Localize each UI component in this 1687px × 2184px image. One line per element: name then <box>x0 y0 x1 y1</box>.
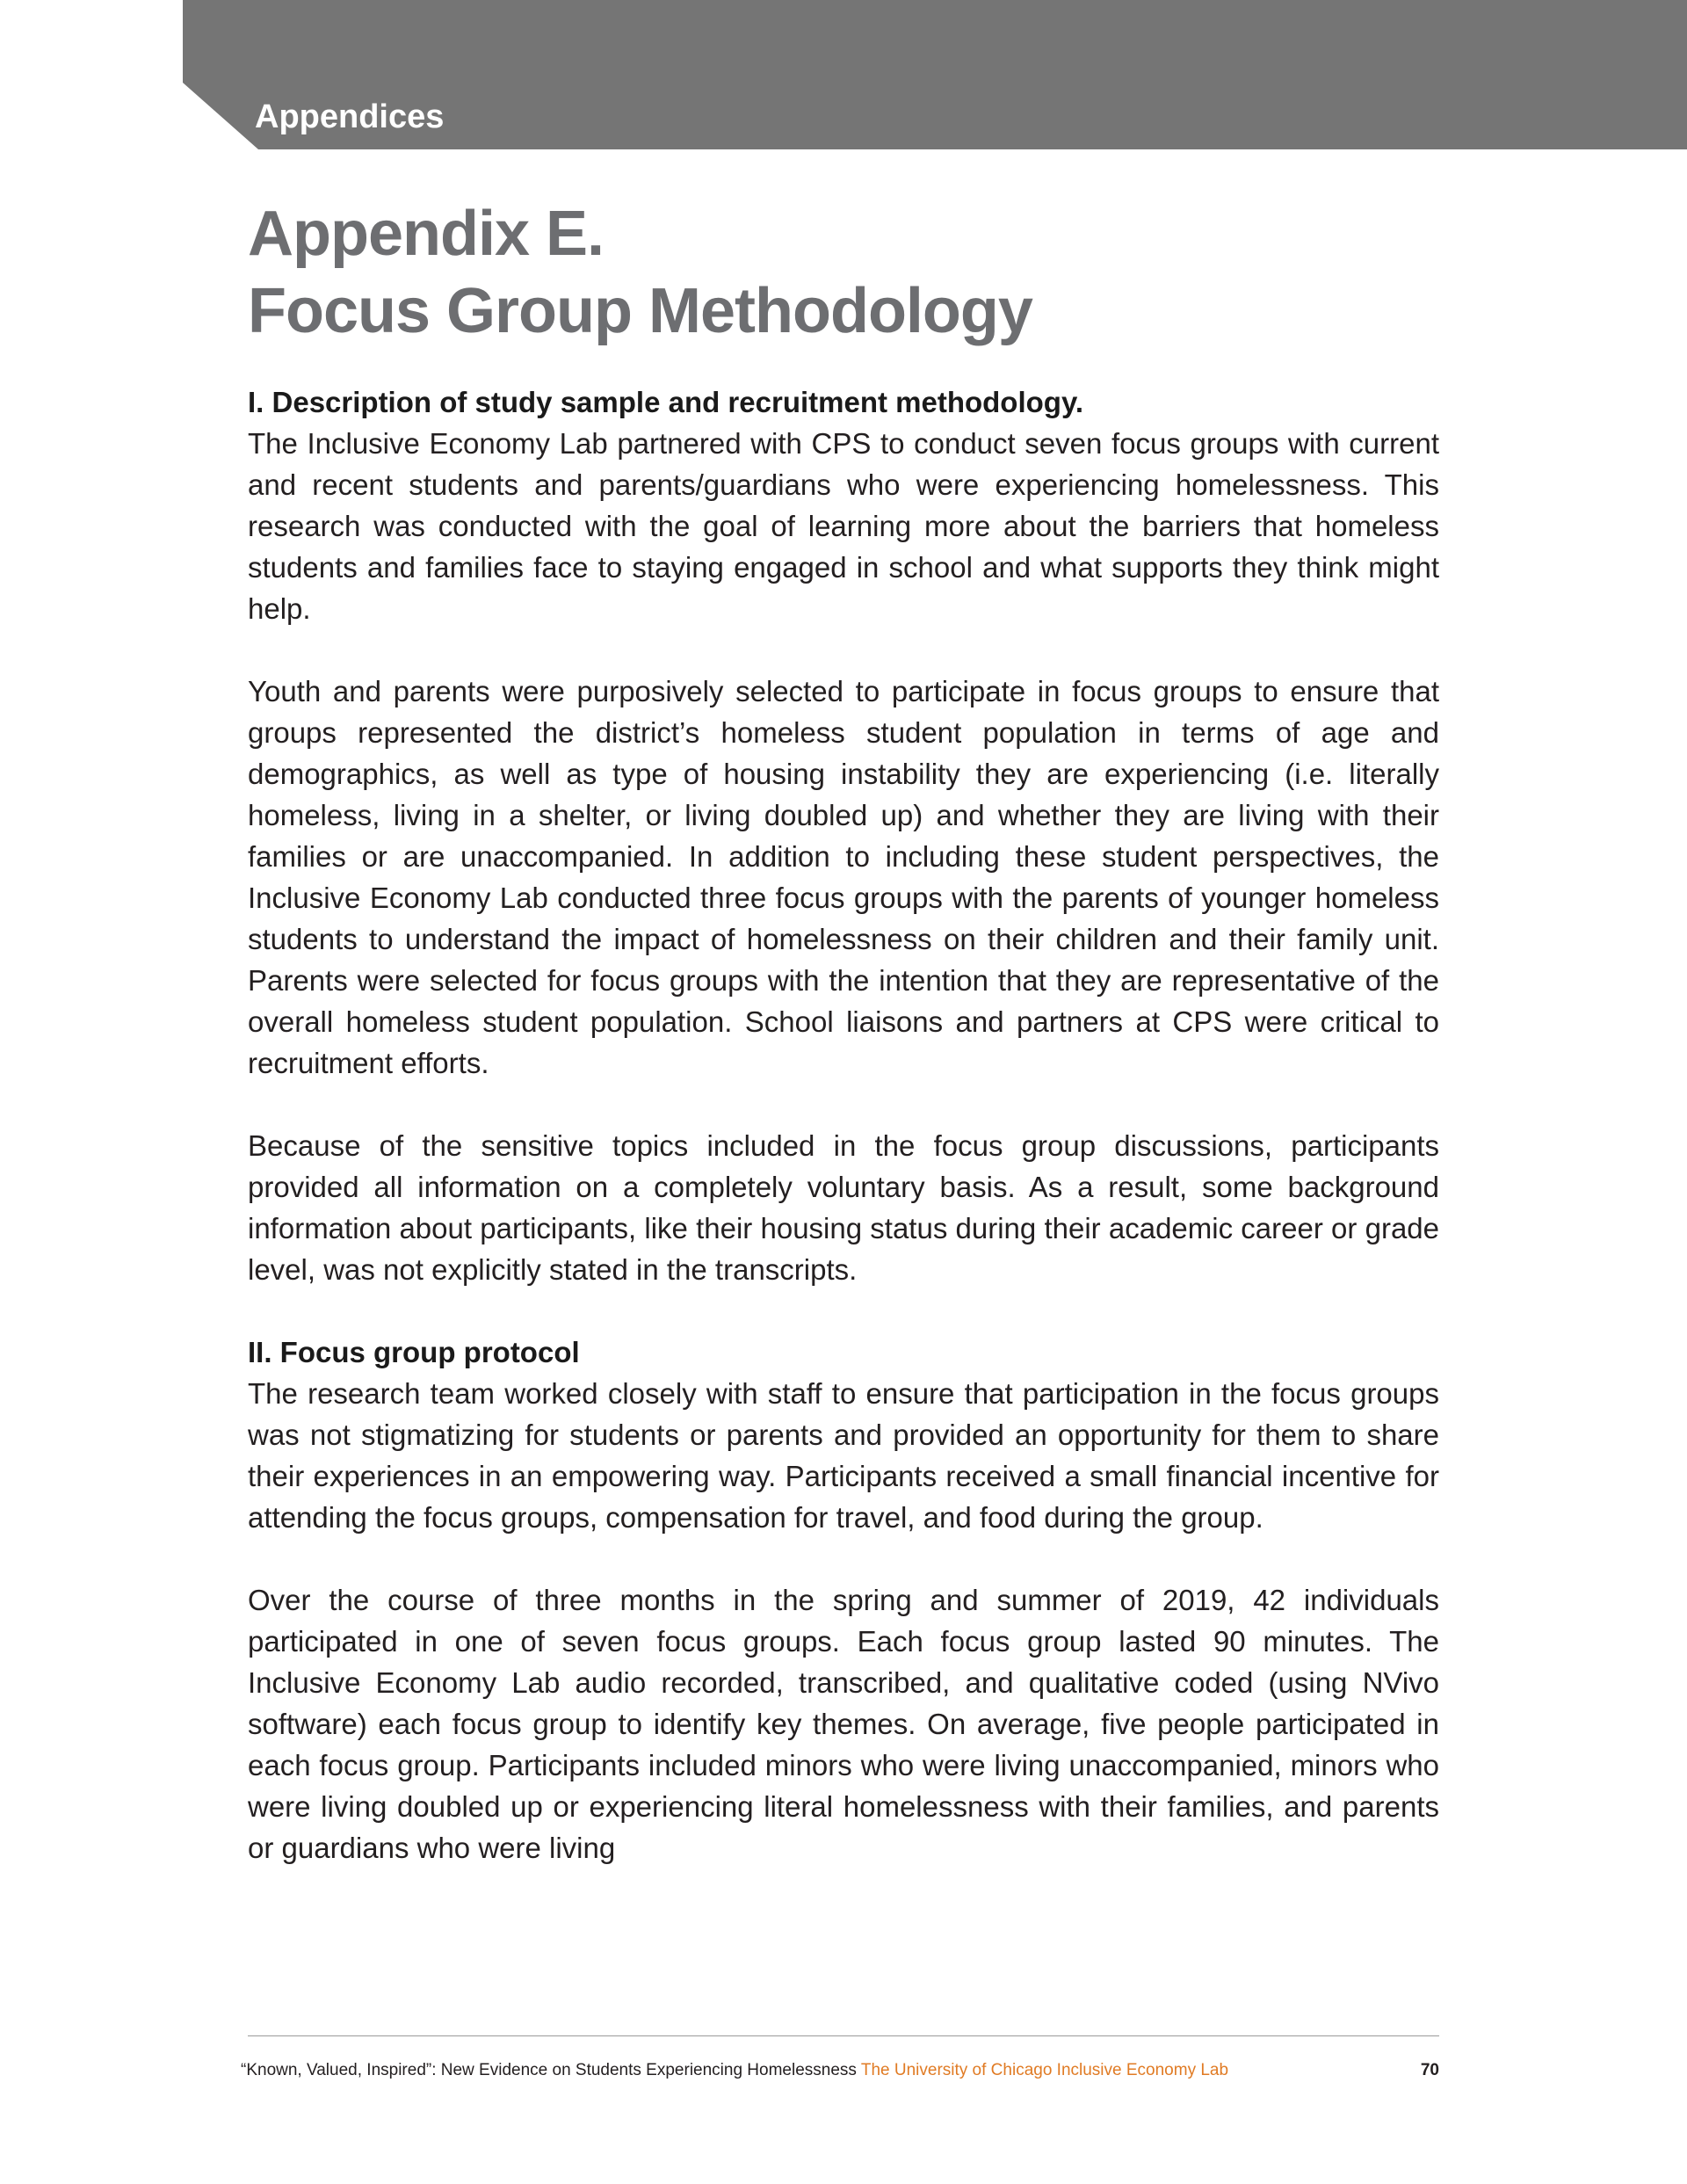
main-content <box>248 381 1439 1868</box>
section-banner-label: Appendices <box>255 98 445 135</box>
footer-report-title: “Known, Valued, Inspired”: New Evidence on Students Experiencing Homelessness <box>241 2061 857 2079</box>
paragraph: The research team worked closely with staff to ensure that participation in the focus groups was not stigmatizing for students or parents and provided an opportunity for them to share their experiences in an empowering way. Participants received a small financial incentive for attending the focus groups, compensation for travel, and food during the group. <box>248 1377 1439 1534</box>
paragraph: Because of the sensitive topics included in the focus group discussions, participants provided all information on a completely voluntary basis. As a result, some background information about participants, like their housing status during their academic career or grade level, was not explicitly stated in the transcripts. <box>248 1129 1439 1286</box>
section-focus-group-protocol <box>248 1331 1439 1868</box>
page-title <box>248 195 1478 350</box>
page-footer <box>241 2060 1439 2081</box>
paragraph: Youth and parents were purposively selected to participate in focus groups to ensure that groups represented the district’s homeless student population in terms of age and demographics, as well as type of housing instability they are experiencing (i.e. literally homeless, living in a shelter, or living doubled up) and whether they are living with their families or are unaccompanied. In addition to including these student perspectives, the Inclusive Economy Lab conducted three focus groups with the parents of younger homeless students to understand the impact of homelessness on their children and their family unit. Parents were selected for focus groups with the intention that they are representative of the overall homeless student population. School liaisons and partners at CPS were critical to recruitment efforts. <box>248 675 1439 1079</box>
section-heading: I. Description of study sample and recruitment methodology. <box>248 386 1084 418</box>
page-title-line-1: Appendix E. <box>248 199 605 269</box>
paragraph: The Inclusive Economy Lab partnered with CPS to conduct seven focus groups with current and recent students and parents/guardians who were experiencing homelessness. This research was conducted with the goal of learning more about the barriers that homeless students and families face to staying engaged in school and what supports they think might help. <box>248 427 1439 625</box>
section-heading: II. Focus group protocol <box>248 1336 580 1368</box>
page-number: 70 <box>1420 2061 1439 2079</box>
footer-divider <box>248 2035 1439 2036</box>
page-title-line-2: Focus Group Methodology <box>248 276 1032 346</box>
paragraph: Over the course of three months in the spring and summer of 2019, 42 individuals participated in one of seven focus groups. Each focus group lasted 90 minutes. The Inclusive Economy Lab audio recorded, transcribed, and qualitative coded (using NVivo software) each focus group to identify key themes. On average, five people participated in each focus group. Participants included minors who were living unaccompanied, minors who were living doubled up or experiencing literal homelessness with their families, and parents or guardians who were living <box>248 1584 1439 1864</box>
section-study-sample <box>248 381 1439 1290</box>
footer-organization: The University of Chicago Inclusive Economy Lab <box>860 2061 1229 2079</box>
